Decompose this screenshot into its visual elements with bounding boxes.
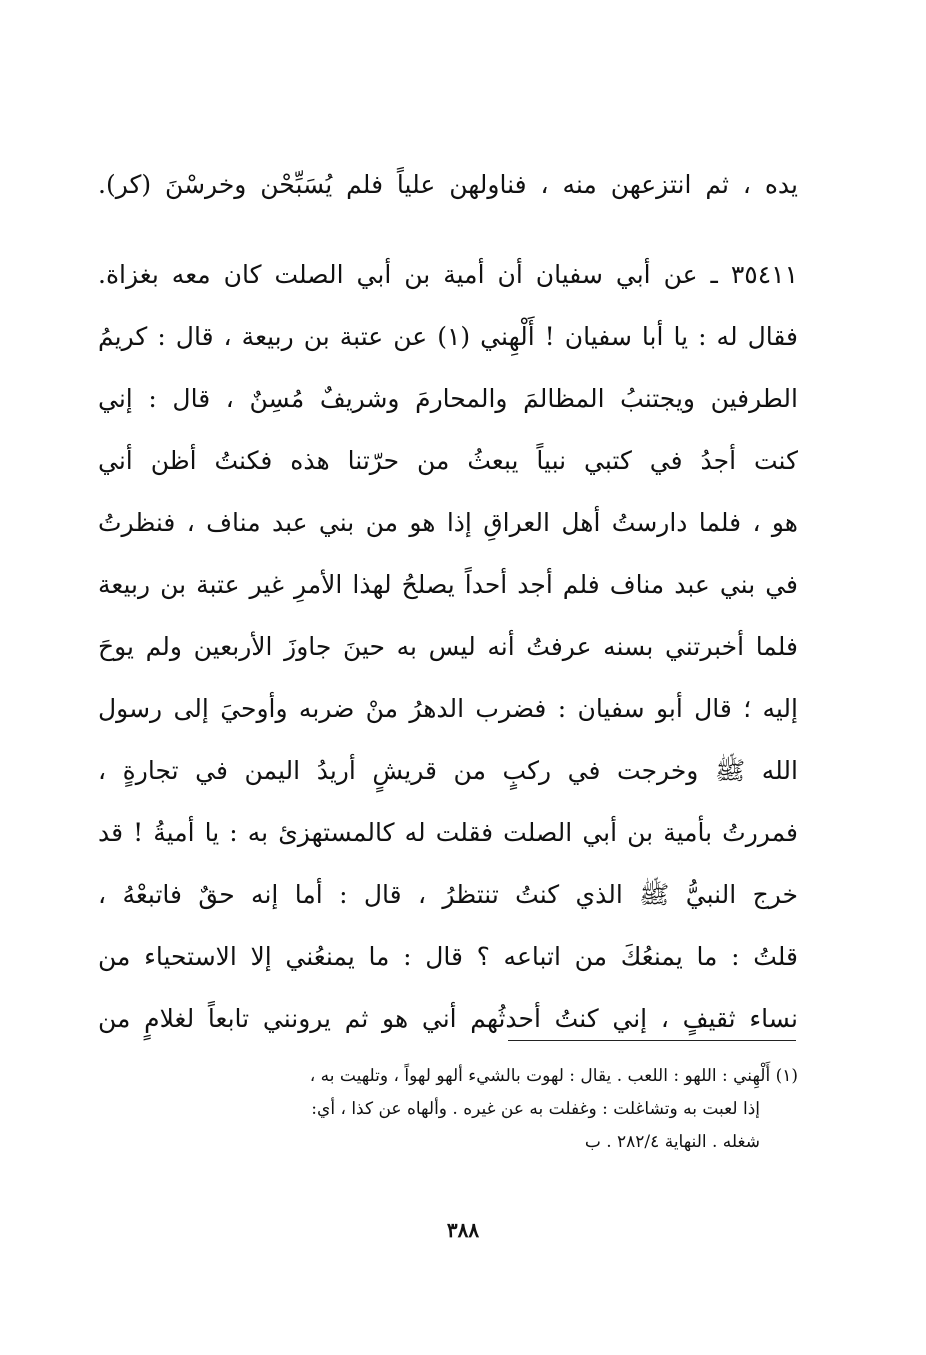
text-line: كنت أجدُ في كتبي نبياً يبعثُ من حرّتنا هذه فكنتُ أظن أني	[98, 446, 798, 475]
footnote-line: شغله . النهاية ٢٨٢/٤ . ب	[584, 1132, 760, 1152]
text-line: خرج النبيُّ ﷺ الذي كنتُ تنتظرُ ، قال : أما إنه حقٌ فاتبعْهُ ،	[98, 880, 798, 909]
footnote-line: إذا لعبت به وتشاغلت : وغفلت به عن غيره . وألهاه عن كذا ، أي:	[311, 1099, 760, 1119]
footnote-divider	[508, 1040, 796, 1041]
text-line: الطرفين ويجتنبُ المظالمَ والمحارمَ وشريفٌ مُسِنٌ ، قال : إني	[98, 384, 798, 413]
text-line: ٣٥٤١١ ـ عن أبي سفيان أن أمية بن أبي الصلت كان معه بغزاة.	[98, 260, 798, 289]
text-line: يده ، ثم انتزعهن منه ، فناولهن علياً فلم يُسَبِّحْن وخرسْنَ (كر).	[98, 170, 798, 199]
main-text	[98, 154, 798, 1050]
text-line: فقال له : يا أبا سفيان ! أَلْهِني (١) عن عتبة بن ربيعة ، قال : كريمُ	[98, 322, 798, 351]
text-line: قلتُ : ما يمنعُكَ من اتباعه ؟ قال : ما يمنعُني إلا الاستحياء من	[98, 942, 798, 971]
footnote-line: (١) أَلْهِني : اللهو : اللعب . يقال : لهوت بالشيء ألهو لهواً ، وتلهيت به ،	[309, 1066, 798, 1086]
page-number: ٣٨٨	[446, 1218, 480, 1242]
text-line: الله ﷺ وخرجت في ركبٍ من قريشٍ أريدُ اليمن في تجارةٍ ،	[98, 756, 798, 785]
text-line: فلما أخبرتني بسنه عرفتُ أنه ليس به حينَ جاوزَ الأربعين ولم يوحَ	[98, 632, 798, 661]
text-line: هو ، فلما دارستُ أهل العراقِ إذا هو من بني عبد مناف ، فنظرتُ	[98, 508, 798, 537]
text-line: فمررتُ بأمية بن أبي الصلت فقلت له كالمستهزئ به : يا أميةُ ! قد	[98, 818, 798, 847]
text-line: نساء ثقيفٍ ، إني كنتُ أحدثُهم أني هو ثم يرونني تابعاً لغلامٍ من	[98, 1004, 798, 1033]
text-line: في بني عبد مناف فلم أجد أحداً يصلحُ لهذا الأمرِ غير عتبة بن ربيعة	[98, 570, 798, 599]
footnote	[98, 1060, 798, 1159]
text-line: إليه ؛ قال أبو سفيان : فضرب الدهرُ منْ ضربه وأوحيَ إلى رسول	[98, 694, 798, 723]
